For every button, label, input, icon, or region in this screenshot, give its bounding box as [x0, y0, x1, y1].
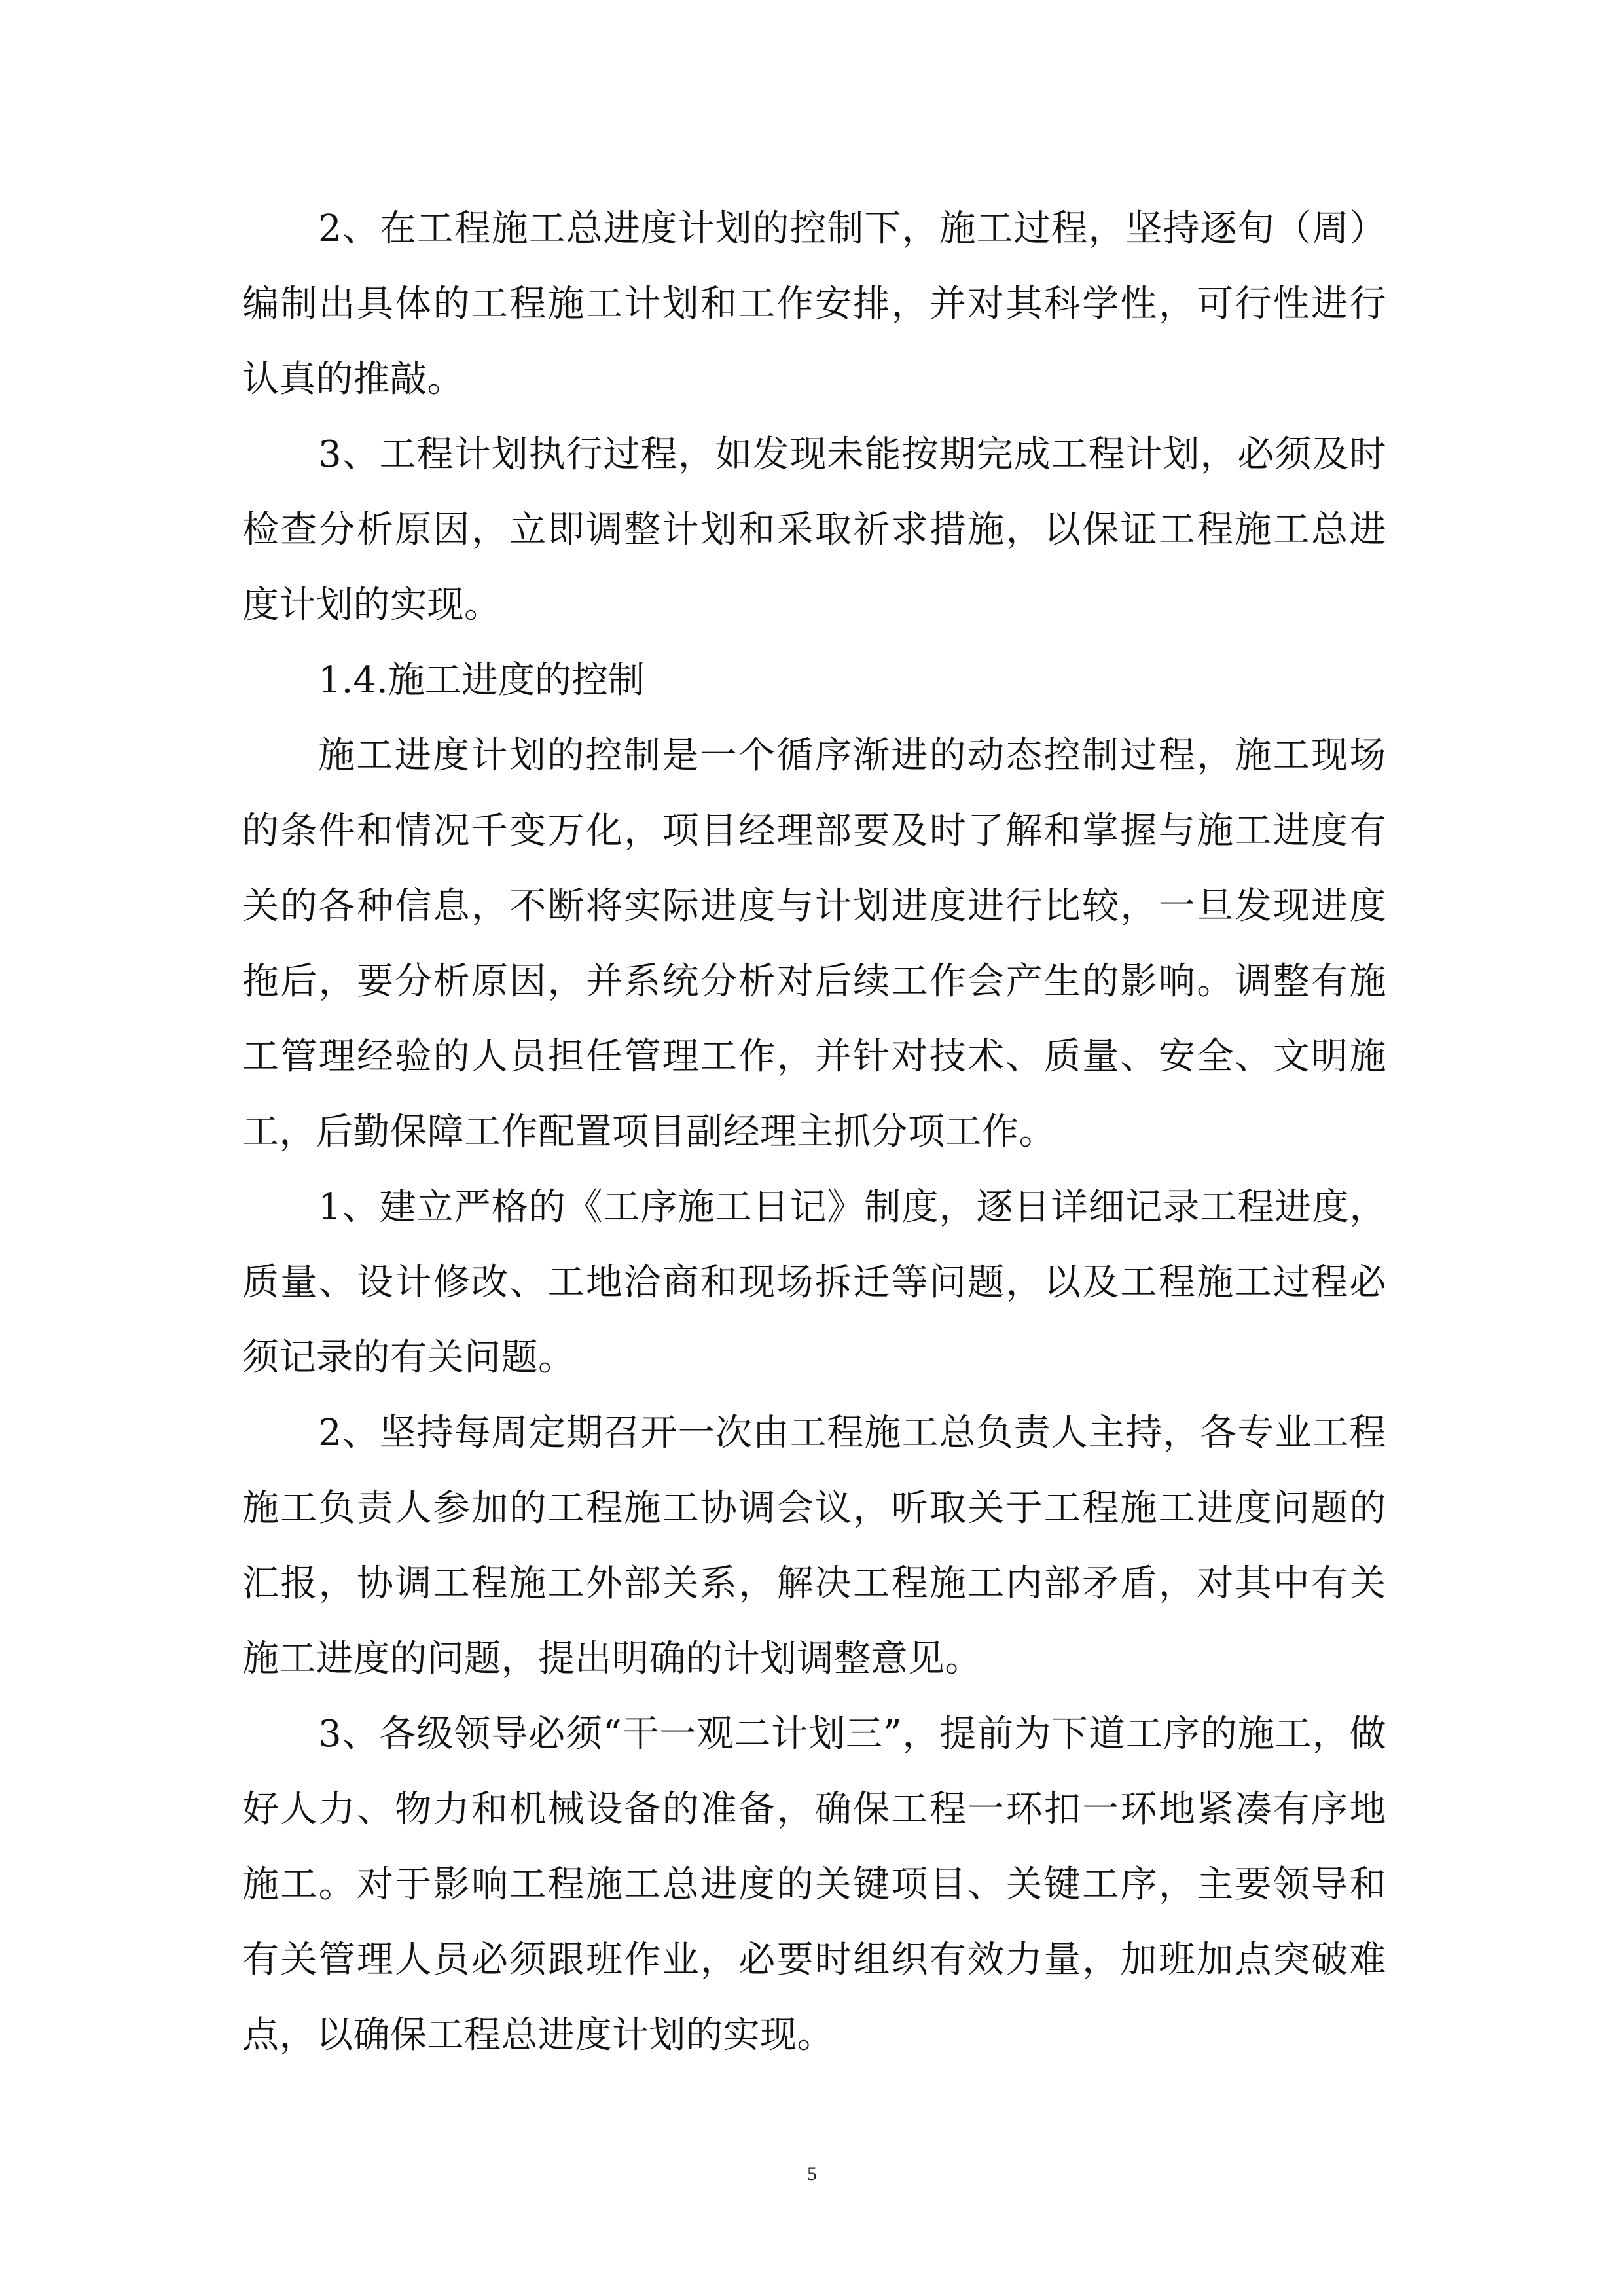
document-body [242, 191, 1386, 2073]
paragraph-intro: 施工进度计划的控制是一个循序渐进的动态控制过程，施工现场的条件和情况千变万化，项目经理部要及时了解和掌握与施工进度有关的各种信息，不断将实际进度与计划进度进行比较，一旦发现进度拖后，要分析原因，并系统分析对后续工作会产生的影响。调整有施工管理经验的人员担任管理工作，并针对技术、质量、安全、文明施工，后勤保障工作配置项目副经理主抓分项工作。 [242, 734, 1386, 1153]
page-number: 5 [807, 2163, 817, 2185]
paragraph-item-3: 3、工程计划执行过程，如发现未能按期完成工程计划，必须及时检查分析原因，立即调整计划和采取祈求措施，以保证工程施工总进度计划的实现。 [242, 433, 1386, 626]
paragraph-measure-1: 1、建立严格的《工序施工日记》制度，逐日详细记录工程进度，质量、设计修改、工地洽商和现场拆迁等问题，以及工程施工过程必须记录的有关问题。 [242, 1186, 1386, 1379]
paragraph-measure-2: 2、坚持每周定期召开一次由工程施工总负责人主持，各专业工程施工负责人参加的工程施工协调会议，听取关于工程施工进度问题的汇报，协调工程施工外部关系，解决工程施工内部矛盾，对其中有关施工进度的问题，提出明确的计划调整意见。 [242, 1412, 1386, 1680]
paragraph-item-2: 2、在工程施工总进度计划的控制下，施工过程，坚持逐旬（周）编制出具体的工程施工计划和工作安排，并对其科学性，可行性进行认真的推敲。 [242, 207, 1386, 401]
paragraph-measure-3: 3、各级领导必须“干一观二计划三”，提前为下道工序的施工，做好人力、物力和机械设备的准备，确保工程一环扣一环地紧凑有序地施工。对于影响工程施工总进度的关键项目、关键工序，主要领导和有关管理人员必须跟班作业，必要时组织有效力量，加班加点突破难点，以确保工程总进度计划的实现。 [242, 1713, 1386, 2056]
section-heading: 1.4.施工进度的控制 [318, 659, 645, 702]
